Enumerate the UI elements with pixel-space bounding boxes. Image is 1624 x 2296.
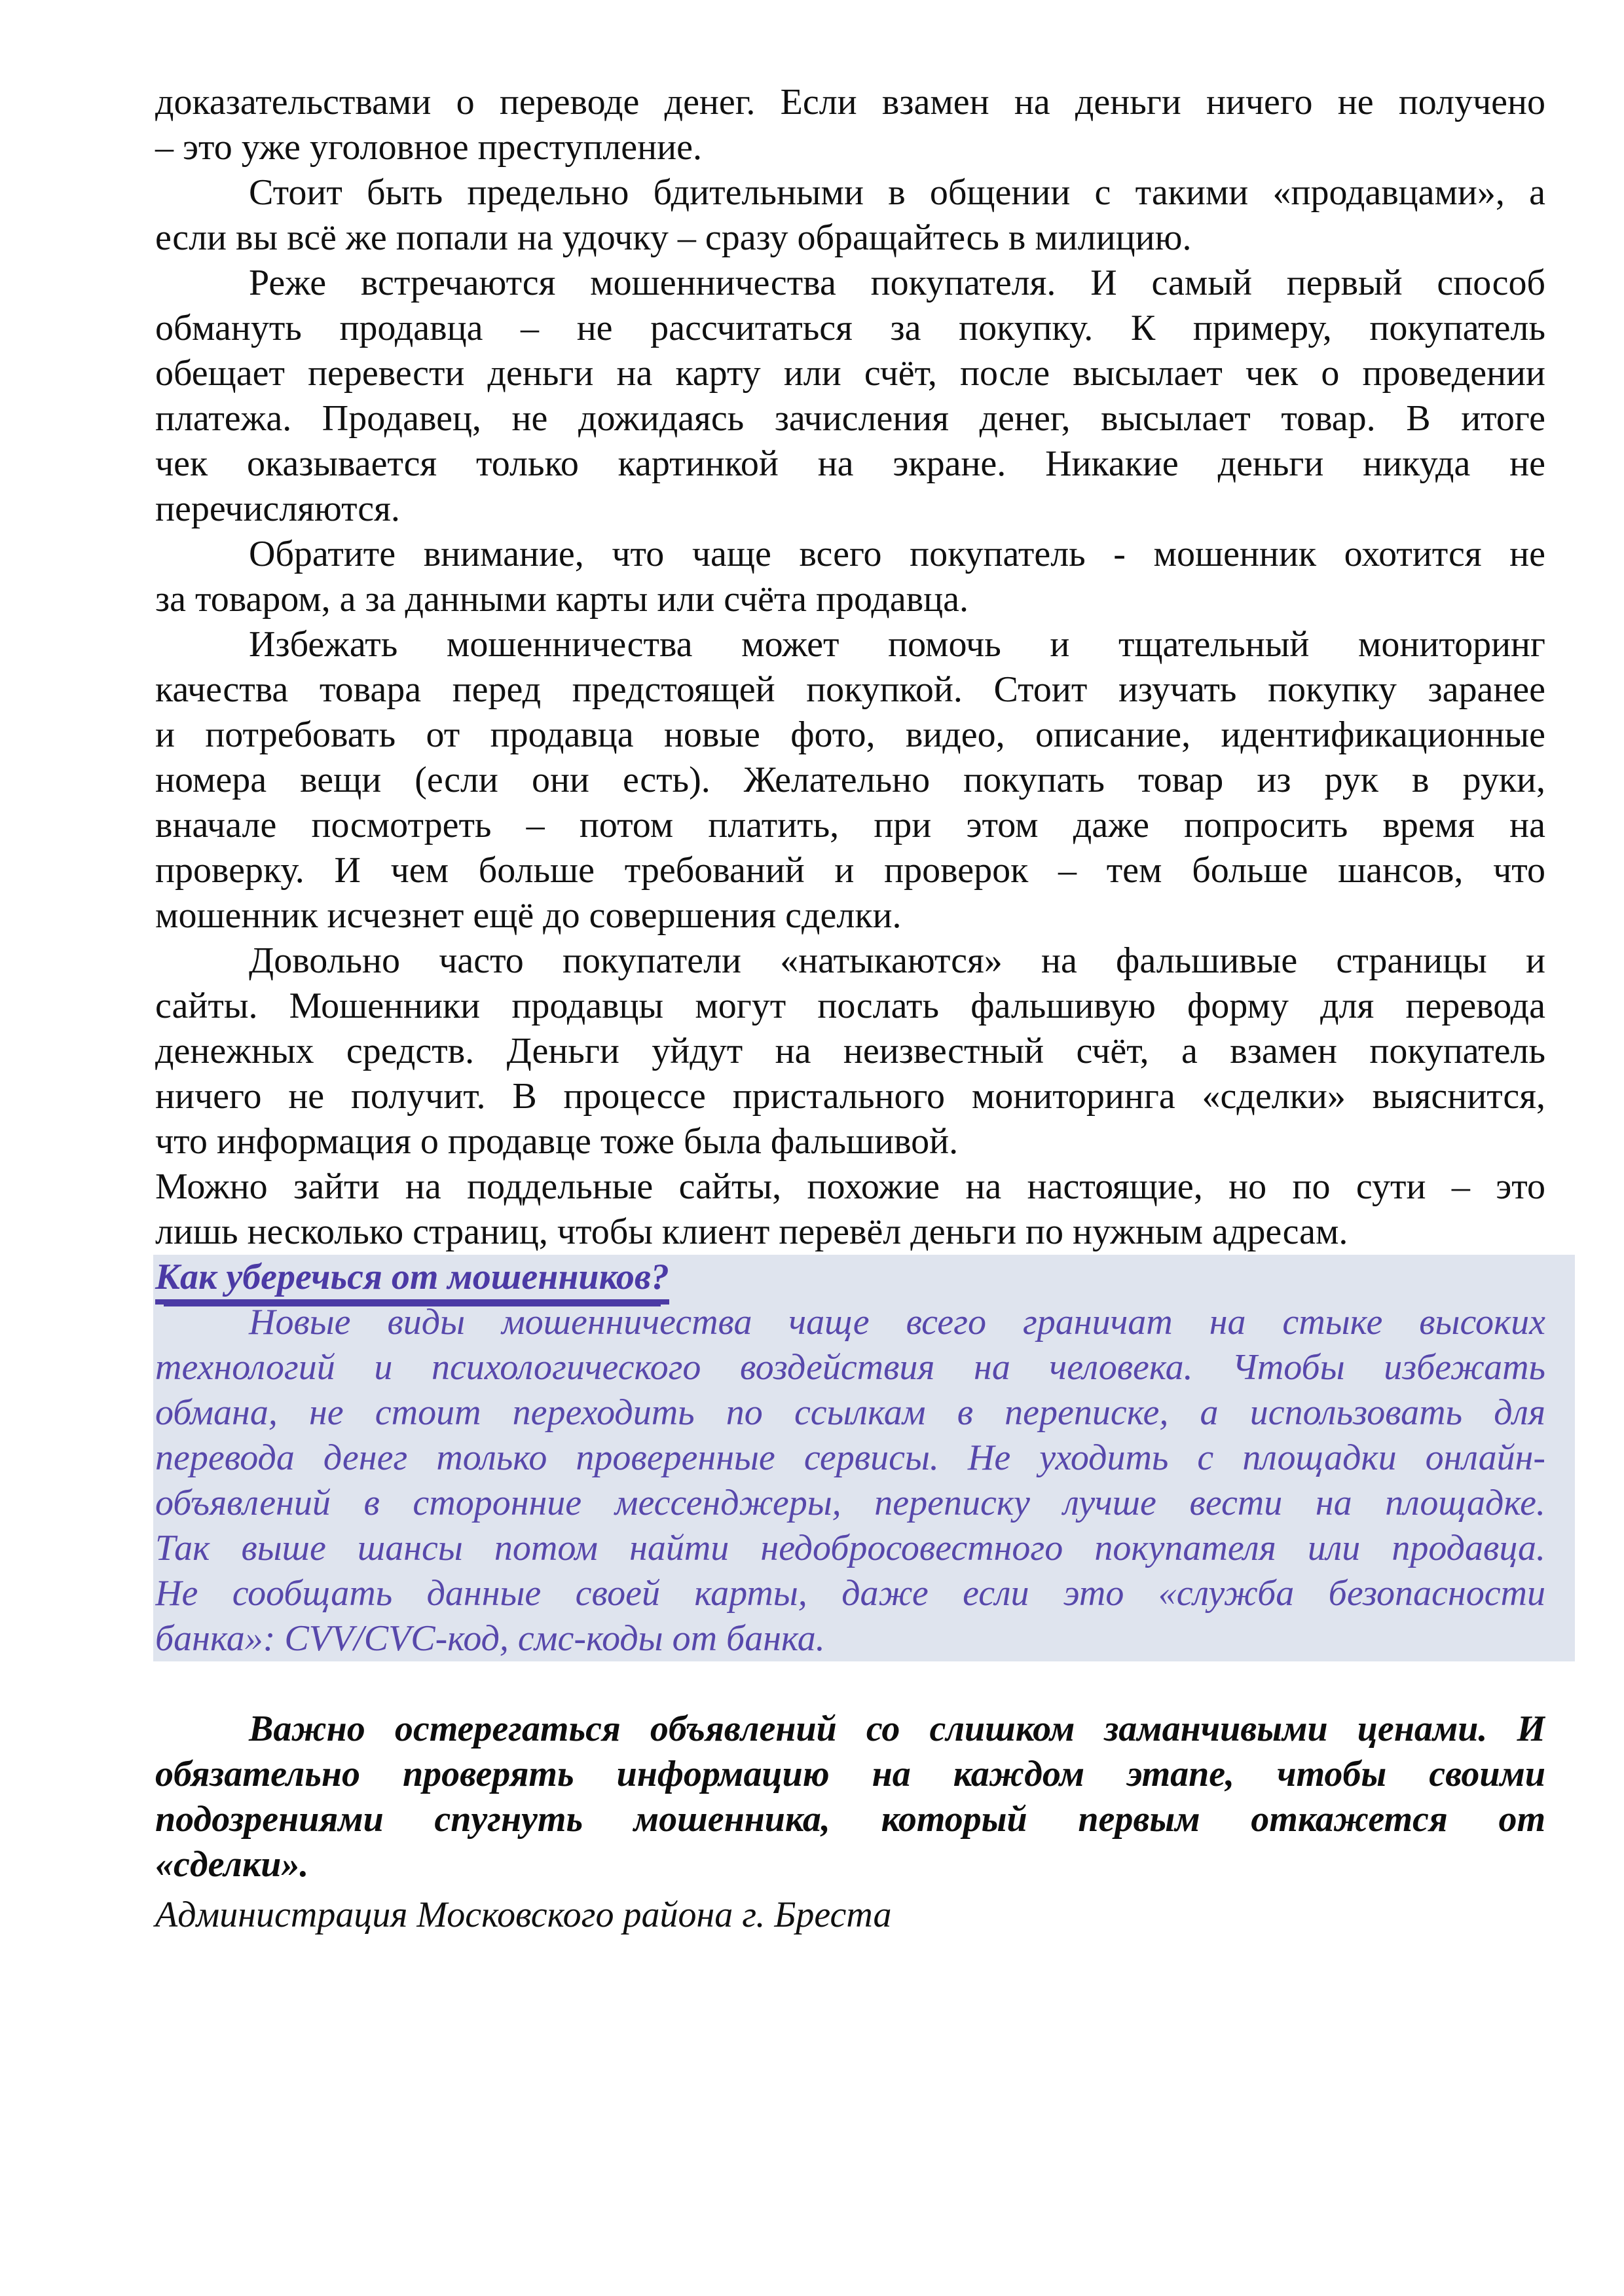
text-line: сайты. Мошенники продавцы могут послать фальшивую форму для перевода <box>155 986 1545 1026</box>
closing-paragraph <box>155 1707 1545 1887</box>
text-line: и потребовать от продавца новые фото, видео, описание, идентификационные <box>155 714 1545 755</box>
text-line: платежа. Продавец, не дожидаясь зачисления денег, высылает товар. В итоге <box>155 398 1545 439</box>
text-line: Можно зайти на поддельные сайты, похожие на настоящие, но по сути – это <box>155 1166 1545 1207</box>
text-line: Обратите внимание, что чаще всего покупатель - мошенник охотится не <box>249 534 1545 574</box>
text-line: перечисляются. <box>155 489 400 529</box>
text-line: мошенник исчезнет ещё до совершения сделки. <box>155 895 902 936</box>
text-line: Стоит быть предельно бдительными в общении с такими «продавцами», а <box>249 172 1545 213</box>
text-line: номера вещи (если они есть). Желательно покупать товар из рук в руки, <box>155 760 1545 800</box>
document-body <box>155 80 1545 1938</box>
text-line: «сделки». <box>155 1844 309 1885</box>
section-heading-text: Как уберечься от мошенников? <box>155 1257 669 1305</box>
text-line: Реже встречаются мошенничества покупателя. И самый первый способ <box>249 263 1545 303</box>
text-line: Так выше шансы потом найти недобросовестного покупателя или продавца. <box>155 1528 1545 1568</box>
blank-line <box>155 1661 1545 1707</box>
text-line: обещает перевести деньги на карту или счёт, после высылает чек о проведении <box>155 353 1545 394</box>
text-line: вначале посмотреть – потом платить, при этом даже попросить время на <box>155 805 1545 845</box>
text-line: Избежать мошенничества может помочь и тщательный мониторинг <box>249 624 1545 665</box>
text-line: перевода денег только проверенные сервисы. Не уходить с площадки онлайн- <box>155 1437 1545 1478</box>
text-line: подозрениями спугнуть мошенника, который первым откажется от <box>155 1799 1545 1840</box>
text-line: за товаром, а за данными карты или счёта продавца. <box>155 579 969 620</box>
text-line: объявлений в сторонние мессенджеры, переписку лучше вести на площадке. <box>155 1483 1545 1523</box>
text-line: если вы всё же попали на удочку – сразу обращайтесь в милицию. <box>155 217 1192 258</box>
text-line: Довольно часто покупатели «натыкаются» на фальшивые страницы и <box>249 940 1545 981</box>
text-line: качества товара перед предстоящей покупкой. Стоит изучать покупку заранее <box>155 669 1545 710</box>
signature-line: Администрация Московского района г. Бреста <box>155 1895 892 1935</box>
text-line: проверку. И чем больше требований и проверок – тем больше шансов, что <box>155 850 1545 891</box>
text-line: Не сообщать данные своей карты, даже если это «служба безопасности <box>155 1573 1545 1614</box>
text-line: что информация о продавце тоже была фальшивой. <box>155 1121 959 1162</box>
text-line: ничего не получит. В процессе пристального мониторинга «сделки» выяснится, <box>155 1076 1545 1117</box>
text-line: чек оказывается только картинкой на экране. Никакие деньги никуда не <box>155 443 1545 484</box>
text-line: доказательствами о переводе денег. Если взамен на деньги ничего не получено <box>155 82 1545 122</box>
text-line: обмануть продавца – не рассчитаться за покупку. К примеру, покупатель <box>155 308 1545 348</box>
text-line: Новые виды мошенничества чаще всего граничат на стыке высоких <box>249 1302 1545 1342</box>
text-line: Важно остерегаться объявлений со слишком заманчивыми ценами. И <box>249 1709 1545 1749</box>
text-line: технологий и психологического воздействия на человека. Чтобы избежать <box>155 1347 1545 1388</box>
body-paragraphs <box>155 80 1545 1255</box>
text-line: – это уже уголовное преступление. <box>155 127 702 168</box>
highlight-section <box>153 1255 1575 1661</box>
text-line: лишь несколько страниц, чтобы клиент перевёл деньги по нужным адресам. <box>155 1212 1348 1252</box>
highlight-paragraph <box>155 1300 1545 1661</box>
text-line: обязательно проверять информацию на каждом этапе, чтобы своими <box>155 1754 1545 1794</box>
section-heading <box>155 1255 1545 1300</box>
text-line: банка»: CVV/CVC-код, смс-коды от банка. <box>155 1618 825 1659</box>
text-line: обмана, не стоит переходить по ссылкам в переписке, а использовать для <box>155 1392 1545 1433</box>
text-line: денежных средств. Деньги уйдут на неизвестный счёт, а взамен покупатель <box>155 1031 1545 1071</box>
